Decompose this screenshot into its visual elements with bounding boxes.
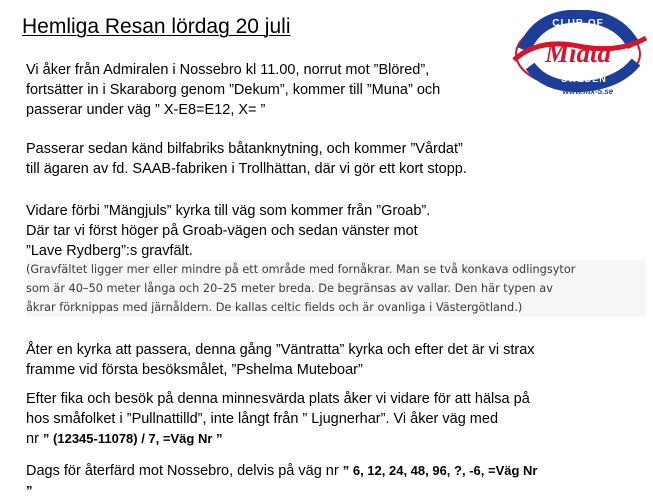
grave-field-note bbox=[26, 260, 646, 317]
text-line: framme vid första besöksmålet, ”Pshelma Muteboar” bbox=[26, 362, 363, 378]
paragraph-first-visit bbox=[26, 340, 535, 380]
text-line: ”Lave Rydberg”:s gravfält. bbox=[26, 243, 193, 259]
logo-top-text: CLUB OF bbox=[552, 18, 604, 29]
note-line: åkrar förknippas med järnåldern. De kallas celtic fields och är ovanliga i Västergötland.) bbox=[26, 301, 523, 314]
text-line: Vi åker från Admiralen i Nossebro kl 11.00, norrut mot ”Blöred”, bbox=[26, 62, 430, 78]
page-title: Hemliga Resan lördag 20 juli bbox=[22, 15, 291, 38]
text-line: fortsätter in i Skaraborg genom ”Dekum”, kommer till ”Muna” och bbox=[26, 82, 441, 98]
return-road-riddle: ” 6, 12, 24, 48, 96, ?, -6, =Väg Nr bbox=[342, 463, 538, 478]
text-line: passerar under väg ” X-E8=E12, X= ” bbox=[26, 102, 266, 118]
paragraph-grave-field bbox=[26, 201, 430, 261]
note-line: (Gravfältet ligger mer eller mindre på ett område med fornåkrar. Man se två konkava odlingsytor bbox=[26, 263, 576, 276]
text-line bbox=[26, 481, 537, 501]
text-line bbox=[26, 461, 537, 481]
text-line: Vidare förbi ”Mängjuls” kyrka till väg som kommer från ”Groab”. bbox=[26, 203, 431, 219]
logo-brand-text: Miata bbox=[544, 38, 612, 68]
return-road-riddle-end: ” bbox=[26, 483, 33, 498]
logo-url-text: www.mx-5.se bbox=[562, 87, 614, 96]
text-line: Åter en kyrka att passera, denna gång ”Väntratta” kyrka och efter det är vi strax bbox=[26, 342, 535, 358]
text-line: Där tar vi först höger på Groab-vägen och sedan vänster mot bbox=[26, 223, 418, 239]
text-line: hos småfolket i ”Pullnattilld”, inte långt från ” Ljugnerhar”. Vi åker väg med bbox=[26, 411, 499, 427]
text-line: till ägaren av fd. SAAB-fabriken i Trollhättan, där vi gör ett kort stopp. bbox=[26, 161, 467, 177]
logo-bottom-text: SWEDEN bbox=[561, 74, 607, 84]
text-line: Efter fika och besök på denna minnesvärda plats åker vi vidare för att hälsa på bbox=[26, 391, 530, 407]
text-line bbox=[26, 429, 530, 449]
club-logo bbox=[508, 10, 648, 96]
note-line: som är 40–50 meter långa och 20–25 meter breda. De begränsas av vallar. Den här typen av bbox=[26, 282, 553, 295]
return-text: Dags för återfärd mot Nossebro, delvis på väg nr bbox=[26, 463, 343, 479]
road-prefix: nr bbox=[26, 431, 43, 447]
paragraph-first-stop bbox=[26, 139, 467, 179]
paragraph-coffee-stop bbox=[26, 389, 530, 449]
paragraph-return bbox=[26, 461, 537, 501]
road-riddle: ” (12345-11078) / 7, =Väg Nr ” bbox=[42, 431, 223, 446]
text-line: Passerar sedan känd bilfabriks båtanknytning, och kommer ”Vårdat” bbox=[26, 141, 463, 157]
paragraph-departure bbox=[26, 60, 440, 120]
